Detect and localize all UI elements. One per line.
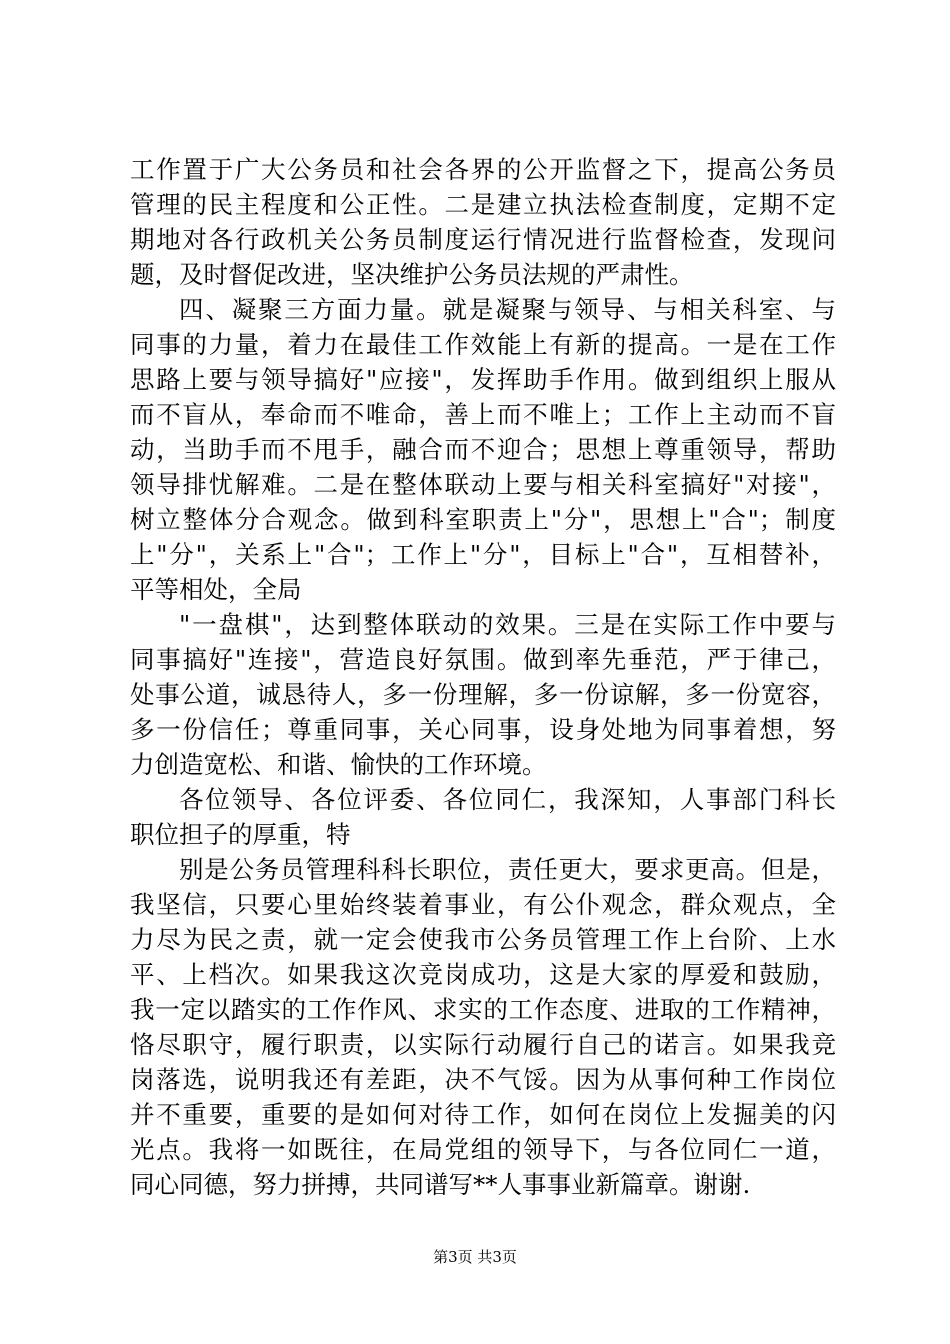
text-line: 期地对各行政机关公务员制度运行情况进行监督检查，发现问 bbox=[130, 225, 836, 254]
text-line: 四、凝聚三方面力量。就是凝聚与领导、与相关科室、与 bbox=[179, 295, 836, 324]
text-line: 职位担子的厚重，特 bbox=[130, 820, 351, 849]
text-line: 同事搞好"连接"，营造良好氛围。做到率先垂范，严于律己， bbox=[130, 645, 836, 674]
text-line: 各位领导、各位评委、各位同仁，我深知，人事部门科长 bbox=[179, 785, 836, 814]
text-line: 树立整体分合观念。做到科室职责上"分"，思想上"合"；制度 bbox=[130, 505, 836, 534]
text-line: 工作置于广大公务员和社会各界的公开监督之下，提高公务员 bbox=[130, 155, 836, 184]
document-body bbox=[130, 152, 836, 1202]
text-line: 多一份信任；尊重同事，关心同事，设身处地为同事着想，努 bbox=[130, 715, 836, 744]
text-line: 同心同德，努力拼搏，共同谱写**人事事业新篇章。谢谢. bbox=[130, 1170, 751, 1199]
text-line: 并不重要，重要的是如何对待工作，如何在岗位上发掘美的闪 bbox=[130, 1100, 836, 1129]
text-line: 而不盲从，奉命而不唯命，善上而不唯上；工作上主动而不盲 bbox=[130, 400, 836, 429]
text-line: 领导排忧解难。二是在整体联动上要与相关科室搞好"对接"， bbox=[130, 470, 836, 499]
text-line: 别是公务员管理科科长职位，责任更大，要求更高。但是， bbox=[179, 855, 836, 884]
text-line: 题，及时督促改进，坚决维护公务员法规的严肃性。 bbox=[130, 260, 694, 289]
text-line: 管理的民主程度和公正性。二是建立执法检查制度，定期不定 bbox=[130, 190, 836, 219]
text-line: 平、上档次。如果我这次竞岗成功，这是大家的厚爱和鼓励， bbox=[130, 960, 836, 989]
text-line: 平等相处，全局 bbox=[130, 575, 302, 604]
text-line: "一盘棋"，达到整体联动的效果。三是在实际工作中要与 bbox=[179, 610, 836, 639]
text-line: 我一定以踏实的工作作风、求实的工作态度、进取的工作精神， bbox=[130, 995, 836, 1024]
text-line: 我坚信，只要心里始终装着事业，有公仆观念，群众观点，全 bbox=[130, 890, 836, 919]
text-line: 动，当助手而不甩手，融合而不迎合；思想上尊重领导，帮助 bbox=[130, 435, 836, 464]
text-line: 岗落选，说明我还有差距，决不气馁。因为从事何种工作岗位 bbox=[130, 1065, 836, 1094]
text-line: 力创造宽松、和谐、愉快的工作环境。 bbox=[130, 750, 547, 779]
text-line: 光点。我将一如既往，在局党组的领导下，与各位同仁一道， bbox=[130, 1135, 836, 1164]
text-line: 恪尽职守，履行职责，以实际行动履行自己的诺言。如果我竞 bbox=[130, 1030, 836, 1059]
text-line: 处事公道，诚恳待人，多一份理解，多一份谅解，多一份宽容， bbox=[130, 680, 836, 709]
text-line: 思路上要与领导搞好"应接"，发挥助手作用。做到组织上服从 bbox=[130, 365, 836, 394]
page-footer: 第3页 共3页 bbox=[433, 1248, 517, 1266]
text-line: 力尽为民之责，就一定会使我市公务员管理工作上台阶、上水 bbox=[130, 925, 836, 954]
text-line: 同事的力量，着力在最佳工作效能上有新的提高。一是在工作 bbox=[130, 330, 836, 359]
text-line: 上"分"，关系上"合"；工作上"分"，目标上"合"，互相替补， bbox=[130, 540, 836, 569]
